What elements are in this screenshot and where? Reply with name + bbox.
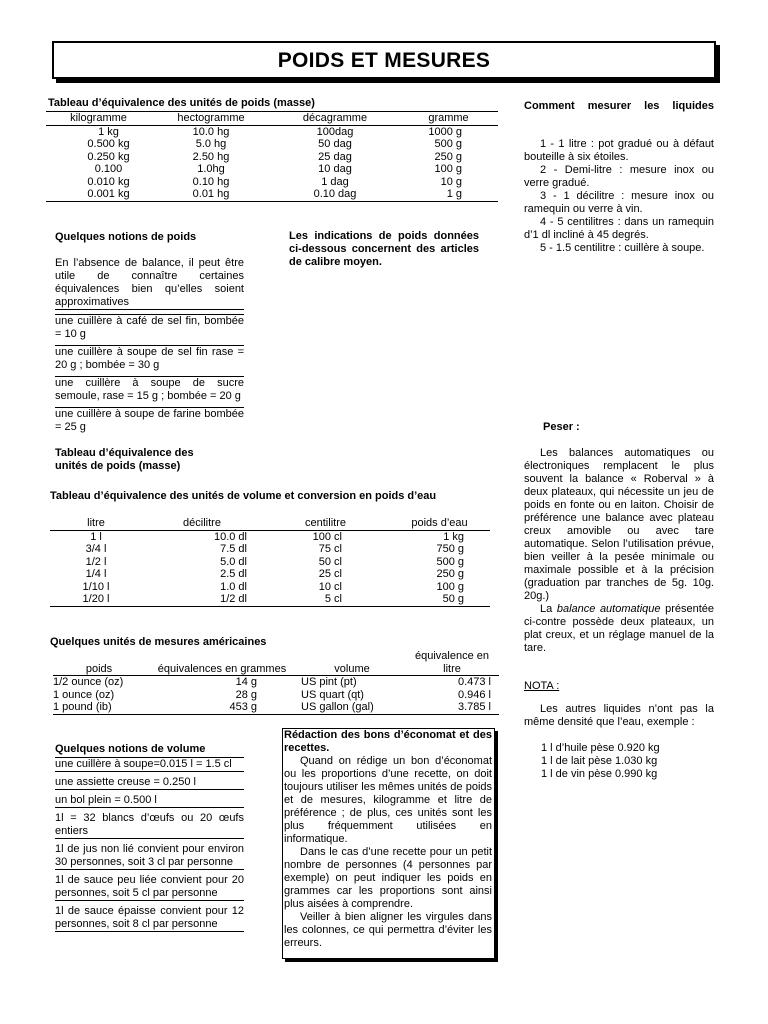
- list-item: une cuillère à soupe de farine bombée = 25 g: [55, 408, 244, 433]
- table-cell: 1.0 dl: [220, 580, 247, 593]
- table-cell: 75 cl: [318, 543, 342, 555]
- table-cell: 1 kg: [443, 530, 464, 543]
- table-cell: 250 g: [436, 568, 464, 580]
- nota-label: NOTA :: [524, 680, 560, 692]
- title-box: [52, 41, 716, 79]
- column-header: kilogramme: [46, 112, 151, 126]
- notions-poids-list: [55, 257, 244, 434]
- table-cell: 1 kg: [98, 125, 119, 138]
- table-cell: 1000 g: [428, 125, 462, 138]
- nota-text: Les autres liquides n’ont pas la même densité que l’eau, exemple :: [524, 703, 714, 728]
- list-item: 4 - 5 centilitres : dans un ramequin d’1 dl incliné à 45 degrés.: [524, 216, 714, 241]
- table-cell: 25 cl: [318, 568, 342, 580]
- column-header: décagramme: [271, 112, 399, 126]
- table-cell: 1 dag: [321, 175, 349, 188]
- table-row: [50, 568, 490, 581]
- indications-note: Les indications de poids données ci-dessous concernent des articles de calibre moyen.: [289, 230, 479, 268]
- peser-p2-prefix: La: [540, 603, 557, 615]
- table-row: [46, 125, 498, 138]
- table-cell: 0.250 kg: [87, 150, 130, 163]
- table-cell: 100dag: [316, 125, 354, 138]
- us-table-caption: Quelques unités de mesures américaines: [50, 636, 267, 648]
- table-row: [50, 556, 490, 569]
- table-cell: 453 g: [145, 701, 299, 714]
- table-cell: 100 cl: [312, 530, 342, 543]
- table-cell: US gallon (gal): [299, 701, 405, 714]
- peser-title: Peser :: [543, 421, 580, 433]
- table-cell: 1 pound (ib): [53, 701, 145, 714]
- table-cell: 750 g: [436, 543, 464, 555]
- column-header: équivalences en grammes: [145, 650, 299, 676]
- list-item: 1 - 1 litre : pot gradué ou à défaut bouteille à six étoiles.: [524, 138, 714, 163]
- table-cell: 1 l: [90, 530, 102, 543]
- table-cell: 50 cl: [318, 555, 342, 568]
- peser-p2: [524, 603, 714, 655]
- table-cell: 3.785 l: [405, 701, 499, 714]
- table-row: [46, 176, 498, 189]
- list-item: 1l = 32 blancs d’œufs ou 20 œufs entiers: [55, 812, 244, 837]
- list-item: un bol plein = 0.500 l: [55, 794, 244, 808]
- table-cell: 25 dag: [318, 150, 352, 163]
- table-cell: 1/4 l: [85, 568, 107, 580]
- table-row: [46, 163, 498, 176]
- table-cell: 0.473 l: [457, 676, 491, 688]
- table-row: [50, 581, 490, 594]
- table-row: [53, 689, 499, 702]
- table-cell: 2.5 dl: [220, 568, 247, 580]
- table-cell: 1/2 dl: [142, 593, 262, 606]
- table-cell: 500 g: [436, 555, 464, 568]
- nota-list: [541, 742, 711, 781]
- table-cell: 0.01 hg: [151, 188, 271, 201]
- list-item: une cuillère à soupe=0.015 l = 1.5 cl: [55, 757, 244, 772]
- table-row: [50, 543, 490, 556]
- table-cell: 7.5 dl: [220, 543, 247, 555]
- table-cell: 10.0 hg: [192, 125, 230, 138]
- list-item: une cuillère à soupe de sucre semoule, rase = 15 g ; bombée = 20 g: [55, 377, 244, 402]
- column-header: centilitre: [262, 517, 389, 530]
- redaction-paragraph: Dans le cas d’une recette pour un petit nombre de personnes (4 personnes par exemple) on peut indiquer les poids en grammes car les proportions sont ainsi plus aisées à comprendre.: [284, 846, 492, 910]
- table-cell: 1/2 ounce (oz): [53, 676, 124, 688]
- column-header: hectogramme: [151, 112, 271, 126]
- repeat-caption: Tableau d’équivalence des unités de poids (masse): [55, 447, 194, 472]
- volume-table-caption: Tableau d’équivalence des unités de volume et conversion en poids d’eau: [50, 490, 437, 502]
- table-cell: 250 g: [434, 150, 462, 163]
- notions-volume-title: Quelques notions de volume: [55, 743, 206, 755]
- table-cell: 10 g: [440, 175, 462, 188]
- table-row: [46, 188, 498, 201]
- table-cell: 100 g: [436, 580, 464, 593]
- peser-section: [524, 447, 714, 655]
- table-cell: 0.10 dag: [271, 188, 399, 201]
- column-header: volume: [299, 650, 405, 676]
- table-row: [46, 138, 498, 151]
- redaction-paragraphs: [284, 755, 492, 950]
- column-header: décilitre: [142, 517, 262, 530]
- table-cell: 10 cl: [318, 580, 342, 593]
- volume-table: [50, 517, 490, 607]
- column-header: équivalence en litre: [405, 650, 499, 676]
- table-cell: 1 g: [399, 188, 498, 201]
- column-header: poids d’eau: [389, 517, 490, 530]
- notions-volume-list: [55, 757, 244, 932]
- table-cell: 10 dag: [318, 163, 352, 175]
- table-row: [50, 593, 490, 606]
- table-row: [46, 151, 498, 164]
- list-item: 1l de sauce peu liée convient pour 20 personnes, soit 5 cl par personne: [55, 874, 244, 899]
- table-cell: 50 dag: [318, 138, 352, 150]
- column-header: gramme: [399, 112, 498, 126]
- table-cell: 100 g: [434, 163, 462, 175]
- table-row: [50, 530, 490, 543]
- peser-p1: Les balances automatiques ou électroniques remplacent le plus souvent la balance « Roberval » à deux plateaux, qui nécessite un jeu de poids en fonte ou en laiton. Choisir de préférence une balance avec plateau creux amovible ou avec tare automatique. Selon l’utilisation prévue, bien veiller à la pesée minimale ou maximale possible et à la précision (graduation par tranches de 5g. 10g. 20g.): [524, 447, 714, 602]
- list-item: une cuillère à café de sel fin, bombée = 10 g: [55, 315, 244, 340]
- weight-table-caption: Tableau d’équivalence des unités de poids (masse): [48, 97, 315, 109]
- page-title: POIDS ET MESURES: [277, 49, 491, 72]
- list-item: une cuillère à soupe de sel fin rase = 20 g ; bombée = 30 g: [55, 346, 244, 371]
- column-header: poids: [53, 650, 145, 676]
- table-cell: 0.100: [94, 163, 123, 175]
- table-cell: 14 g: [235, 676, 257, 688]
- table-cell: US quart (qt): [301, 688, 364, 701]
- table-cell: 0.10 hg: [192, 175, 230, 188]
- table-cell: 28 g: [235, 688, 257, 701]
- weight-table: [46, 111, 498, 202]
- list-item: 2 - Demi-litre : mesure inox ou verre gradué.: [524, 164, 714, 189]
- table-cell: 5.0 hg: [195, 138, 227, 150]
- us-table: [53, 650, 499, 715]
- redaction-box: [282, 728, 495, 959]
- table-cell: 10.0 dl: [213, 530, 247, 543]
- table-cell: 1.0hg: [197, 163, 225, 175]
- redaction-title: Rédaction des bons d’économat et des recettes.: [284, 729, 492, 754]
- table-cell: 1 ounce (oz): [53, 688, 115, 701]
- table-cell: 1/20 l: [50, 593, 142, 606]
- table-cell: 50 g: [389, 593, 490, 606]
- table-cell: 500 g: [434, 138, 462, 150]
- column-header: litre: [50, 517, 142, 530]
- table-row: [53, 701, 499, 714]
- notions-poids-intro: En l’absence de balance, il peut être utile de connaître certaines équivalences bien qu’elles soient approximatives: [55, 257, 244, 308]
- list-item: 1 l d’huile pèse 0.920 kg: [541, 742, 660, 754]
- table-cell: 5 cl: [262, 593, 389, 606]
- table-cell: 5.0 dl: [220, 555, 247, 568]
- list-item: 1l de jus non lié convient pour environ 30 personnes, soit 3 cl par personne: [55, 843, 244, 868]
- table-cell: 0.010 kg: [87, 175, 130, 188]
- table-row: [53, 676, 499, 689]
- peser-p2-italic: balance automatique: [556, 603, 661, 615]
- liquides-list: [524, 138, 714, 255]
- redaction-paragraph: Quand on rédige un bon d’économat ou les proportions d’une recette, on doit toujours utiliser les mêmes unités de poids et de mesures, kilogramme et litre de préférence ; de plus, ces unités sont les plus fréquemment utilisées en informatique.: [284, 755, 492, 845]
- table-cell: 2.50 hg: [192, 150, 230, 163]
- list-item: 3 - 1 décilitre : mesure inox ou ramequin ou verre à vin.: [524, 190, 714, 215]
- notions-poids-title: Quelques notions de poids: [55, 231, 197, 243]
- list-item: 1 l de vin pèse 0.990 kg: [541, 768, 658, 780]
- list-item: une assiette creuse = 0.250 l: [55, 776, 244, 790]
- liquides-title: Comment mesurer les liquides: [524, 100, 714, 112]
- list-item: 5 - 1.5 centilitre : cuillère à soupe.: [540, 242, 705, 254]
- table-cell: 1/10 l: [82, 580, 110, 593]
- peser-p2-suffix: présentée ci-contre possède deux plateaux, un plat creux, et un réglage manuel de la tare.: [524, 603, 715, 654]
- table-cell: 3/4 l: [85, 543, 107, 555]
- table-cell: 0.946 l: [457, 688, 491, 701]
- table-cell: US pint (pt): [301, 676, 357, 688]
- table-cell: 0.001 kg: [46, 188, 151, 201]
- list-item: 1 l de lait pèse 1.030 kg: [541, 755, 658, 767]
- table-cell: 1/2 l: [85, 555, 107, 568]
- redaction-paragraph: Veiller à bien aligner les virgules dans les colonnes, ce qui permettra d’éviter les erreurs.: [284, 911, 492, 949]
- table-cell: 0.500 kg: [87, 138, 130, 150]
- list-item: 1l de sauce épaisse convient pour 12 personnes, soit 8 cl par personne: [55, 905, 244, 930]
